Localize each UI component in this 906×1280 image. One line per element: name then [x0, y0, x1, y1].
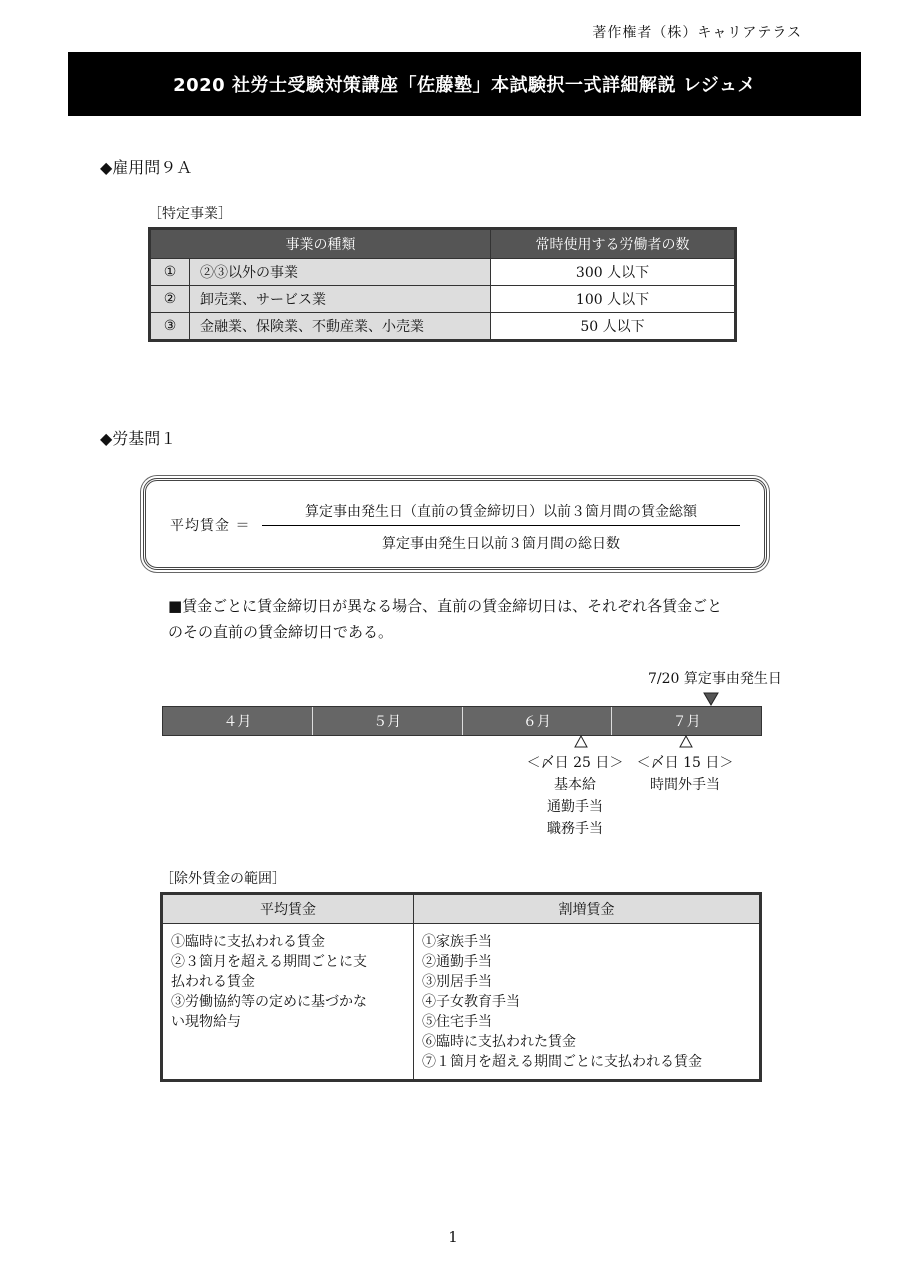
- premium-wage-exclusions: [414, 924, 760, 1080]
- list-item: い現物給与: [171, 1014, 241, 1030]
- wage-item: 職務手当: [547, 821, 603, 837]
- specific-business-table: [150, 229, 735, 340]
- list-item: ③別居手当: [422, 974, 492, 990]
- timeline-month: ６月: [462, 707, 612, 735]
- list-item: ⑤住宅手当: [422, 1014, 492, 1030]
- formula-numerator: 算定事由発生日（直前の賃金締切日）以前３箇月間の賃金総額: [305, 504, 697, 520]
- business-kind: 卸売業、サービス業: [190, 286, 491, 313]
- worker-count: 50 人以下: [491, 313, 735, 340]
- excluded-wages-table: [162, 894, 760, 1080]
- formula-lhs: 平均賃金 ＝: [170, 518, 251, 534]
- row-number: ①: [151, 259, 190, 286]
- cutoff-marker-icon: [574, 735, 588, 748]
- average-wage-formula: [143, 478, 767, 570]
- list-item: ③労働協約等の定めに基づかな: [171, 994, 367, 1010]
- table-row: [151, 286, 735, 313]
- list-item: ①家族手当: [422, 934, 492, 950]
- cutoff-label: ＜〆日 25 日＞: [526, 755, 624, 771]
- cutoff-label: ＜〆日 15 日＞: [636, 755, 734, 771]
- worker-count: 100 人以下: [491, 286, 735, 313]
- table-header: 割増賃金: [414, 895, 760, 924]
- table-caption-specific-business: ［特定事業］: [148, 206, 232, 222]
- wage-item: 時間外手当: [650, 777, 720, 793]
- wage-item: 通勤手当: [547, 799, 603, 815]
- list-item: ②通勤手当: [422, 954, 492, 970]
- worker-count: 300 人以下: [491, 259, 735, 286]
- table-row: [163, 924, 760, 1080]
- list-item: ⑦１箇月を超える期間ごとに支払われる賃金: [422, 1054, 702, 1070]
- list-item: 払われる賃金: [171, 974, 255, 990]
- list-item: ②３箇月を超える期間ごとに支: [171, 954, 367, 970]
- cutoff-15-group: [624, 752, 746, 796]
- timeline-month: ７月: [611, 707, 761, 735]
- table-header: 事業の種類: [151, 230, 491, 259]
- wage-item: 基本給: [554, 777, 596, 793]
- note-line: のその直前の賃金締切日である。: [168, 623, 394, 641]
- cutoff-25-group: [514, 752, 636, 840]
- list-item: ①臨時に支払われる賃金: [171, 934, 325, 950]
- cutoff-marker-icon: [679, 735, 693, 748]
- table-row: [151, 259, 735, 286]
- cutoff-note: [168, 593, 768, 645]
- average-wage-exclusions: [163, 924, 414, 1080]
- event-marker-icon: [703, 692, 719, 706]
- formula-denominator: 算定事由発生日以前３箇月間の総日数: [382, 536, 620, 552]
- table-header: 平均賃金: [163, 895, 414, 924]
- list-item: ⑥臨時に支払われた賃金: [422, 1034, 576, 1050]
- list-item: ④子女教育手当: [422, 994, 520, 1010]
- row-number: ③: [151, 313, 190, 340]
- section-heading-employment: ◆雇用問９Ａ: [100, 158, 193, 177]
- event-date-label: 7/20 算定事由発生日: [648, 671, 782, 687]
- table-header: 常時使用する労働者の数: [491, 230, 735, 259]
- table-caption-excluded-wages: ［除外賃金の範囲］: [160, 871, 286, 887]
- business-kind: 金融業、保険業、不動産業、小売業: [190, 313, 491, 340]
- note-line: ■賃金ごとに賃金締切日が異なる場合、直前の賃金締切日は、それぞれ各賃金ごと: [168, 597, 723, 615]
- page-title: 2020 社労士受験対策講座「佐藤塾」本試験択一式詳細解説 レジュメ: [68, 52, 861, 116]
- fraction-bar: [262, 525, 740, 526]
- timeline-month: ４月: [223, 714, 252, 730]
- page-number: 1: [448, 1228, 458, 1246]
- section-heading-labor-standards: ◆労基問１: [100, 429, 177, 448]
- timeline-month: ５月: [312, 707, 462, 735]
- table-row: [151, 313, 735, 340]
- business-kind: ②③以外の事業: [190, 259, 491, 286]
- month-timeline: [162, 706, 762, 736]
- copyright-notice: 著作権者（株）キャリアテラス: [592, 25, 802, 41]
- row-number: ②: [151, 286, 190, 313]
